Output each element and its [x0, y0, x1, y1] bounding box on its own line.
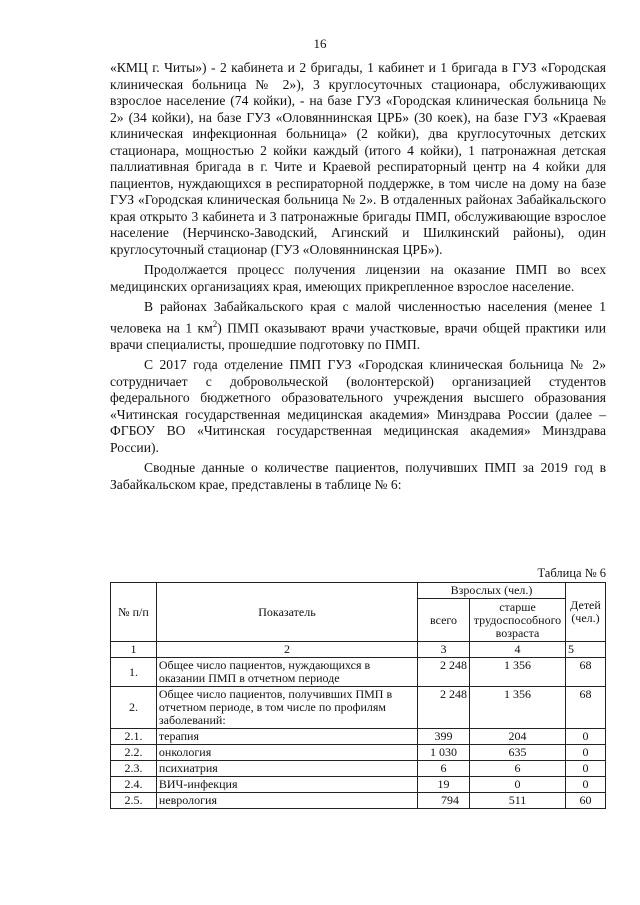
row-num: 2.2. [111, 745, 157, 761]
page-number: 16 [313, 36, 327, 51]
row-elderly: 6 [470, 761, 566, 777]
row-total: 794 [418, 793, 470, 809]
paragraph-summary: Сводные данные о количестве пациентов, получивших ПМП за 2019 год в Забайкальском крае, представлены в таблице № 6: [110, 460, 606, 492]
row-name: ВИЧ-инфекция [156, 777, 417, 793]
index-cell: 3 [418, 642, 470, 658]
row-total: 399 [418, 729, 470, 745]
row-children: 0 [565, 777, 605, 793]
row-name: Общее число пациентов, нуждающихся в оказании ПМП в отчетном периоде [156, 658, 417, 687]
patients-table [110, 582, 606, 809]
row-elderly: 1 356 [470, 658, 566, 687]
row-num: 2.3. [111, 761, 157, 777]
row-total: 2 248 [418, 658, 470, 687]
paragraph-rural-before: В районах Забайкальского края с малой численностью населения (менее 1 человека на 1 км [110, 299, 606, 336]
row-children: 0 [565, 761, 605, 777]
row-name: неврология [156, 793, 417, 809]
table-row [111, 793, 606, 809]
paragraph-rural [110, 299, 606, 353]
row-elderly: 635 [470, 745, 566, 761]
row-name: психиатрия [156, 761, 417, 777]
row-elderly: 0 [470, 777, 566, 793]
paragraph-volunteers: С 2017 года отделение ПМП ГУЗ «Городская клиническая больница № 2» сотрудничает с добровольческой (волонтерской) организацией студентов федерального бюджетного образовательного учреждения высшего образования «Читинская государственная медицинская академия» Минздрава России (далее – ФГБОУ ВО «Читинская государственная медицинская академия» Минздрава России). [110, 357, 606, 455]
paragraph-licensing: Продолжается процесс получения лицензии на оказание ПМП во всех медицинских организациях края, имеющих прикрепленное взрослое население. [110, 262, 606, 294]
row-children: 68 [565, 658, 605, 687]
header-indicator: Показатель [156, 583, 417, 642]
row-children: 68 [565, 687, 605, 729]
row-num: 2. [111, 687, 157, 729]
paragraph-rural-after: ) ПМП оказывают врачи участковые, врачи общей практики или врачи специалисты, прошедшие подготовку по ПМП. [110, 320, 606, 352]
row-name: онкология [156, 745, 417, 761]
row-children: 0 [565, 745, 605, 761]
row-total: 2 248 [418, 687, 470, 729]
table-row [111, 658, 606, 687]
row-total: 19 [418, 777, 470, 793]
row-num: 2.4. [111, 777, 157, 793]
row-children: 60 [565, 793, 605, 809]
row-num: 2.5. [111, 793, 157, 809]
row-children: 0 [565, 729, 605, 745]
row-elderly: 511 [470, 793, 566, 809]
header-adults: Взрослых (чел.) [418, 583, 566, 599]
document-body [110, 60, 606, 497]
superscript-2: 2 [212, 318, 218, 329]
row-total: 1 030 [418, 745, 470, 761]
header-elderly: старше трудоспособного возраста [470, 599, 566, 642]
table-row [111, 687, 606, 729]
index-cell: 2 [156, 642, 417, 658]
index-cell: 5 [565, 642, 605, 658]
header-num: № п/п [111, 583, 157, 642]
table-caption: Таблица № 6 [537, 566, 606, 580]
table-row [111, 761, 606, 777]
row-name: терапия [156, 729, 417, 745]
paragraph-facilities: «КМЦ г. Читы») - 2 кабинета и 2 бригады, 1 кабинет и 1 бригада в ГУЗ «Городская клиническая больница № 2»), 3 круглосуточных стационара, обслуживающих взрослое население (74 койки), - на базе ГУЗ «Городская клиническая больница № 2» (34 койки), на базе ГУЗ «Оловяннинская ЦРБ» (30 коек), на базе ГУЗ «Краевая клиническая инфекционная больница» (2 койки), два круглосуточных детских стационара, мощностью 2 койки каждый (итого 4 койки), 1 патронажная детская паллиативная бригада в г. Чите и Краевой респираторный центр на 4 койки для пациентов, нуждающихся в респираторной поддержке, в том числе на дому на базе ГУЗ «Городская клиническая больница № 2». В отдаленных районах Забайкальского края открыто 3 кабинета и 3 патронажные бригады ПМП, обслуживающие взрослое население (Нерчинско-Заводский, Агинский и Шилкинский районы), один круглосуточный стационар (ГУЗ «Оловяннинская ЦРБ»). [110, 60, 606, 257]
index-cell: 1 [111, 642, 157, 658]
header-children: Детей (чел.) [565, 583, 605, 642]
row-num: 1. [111, 658, 157, 687]
row-total: 6 [418, 761, 470, 777]
row-num: 2.1. [111, 729, 157, 745]
table-row [111, 777, 606, 793]
table-row [111, 729, 606, 745]
row-elderly: 204 [470, 729, 566, 745]
header-total: всего [418, 599, 470, 642]
table-row [111, 745, 606, 761]
row-name: Общее число пациентов, получивших ПМП в отчетном периоде, в том числе по профилям заболеваний: [156, 687, 417, 729]
index-cell: 4 [470, 642, 566, 658]
row-elderly: 1 356 [470, 687, 566, 729]
